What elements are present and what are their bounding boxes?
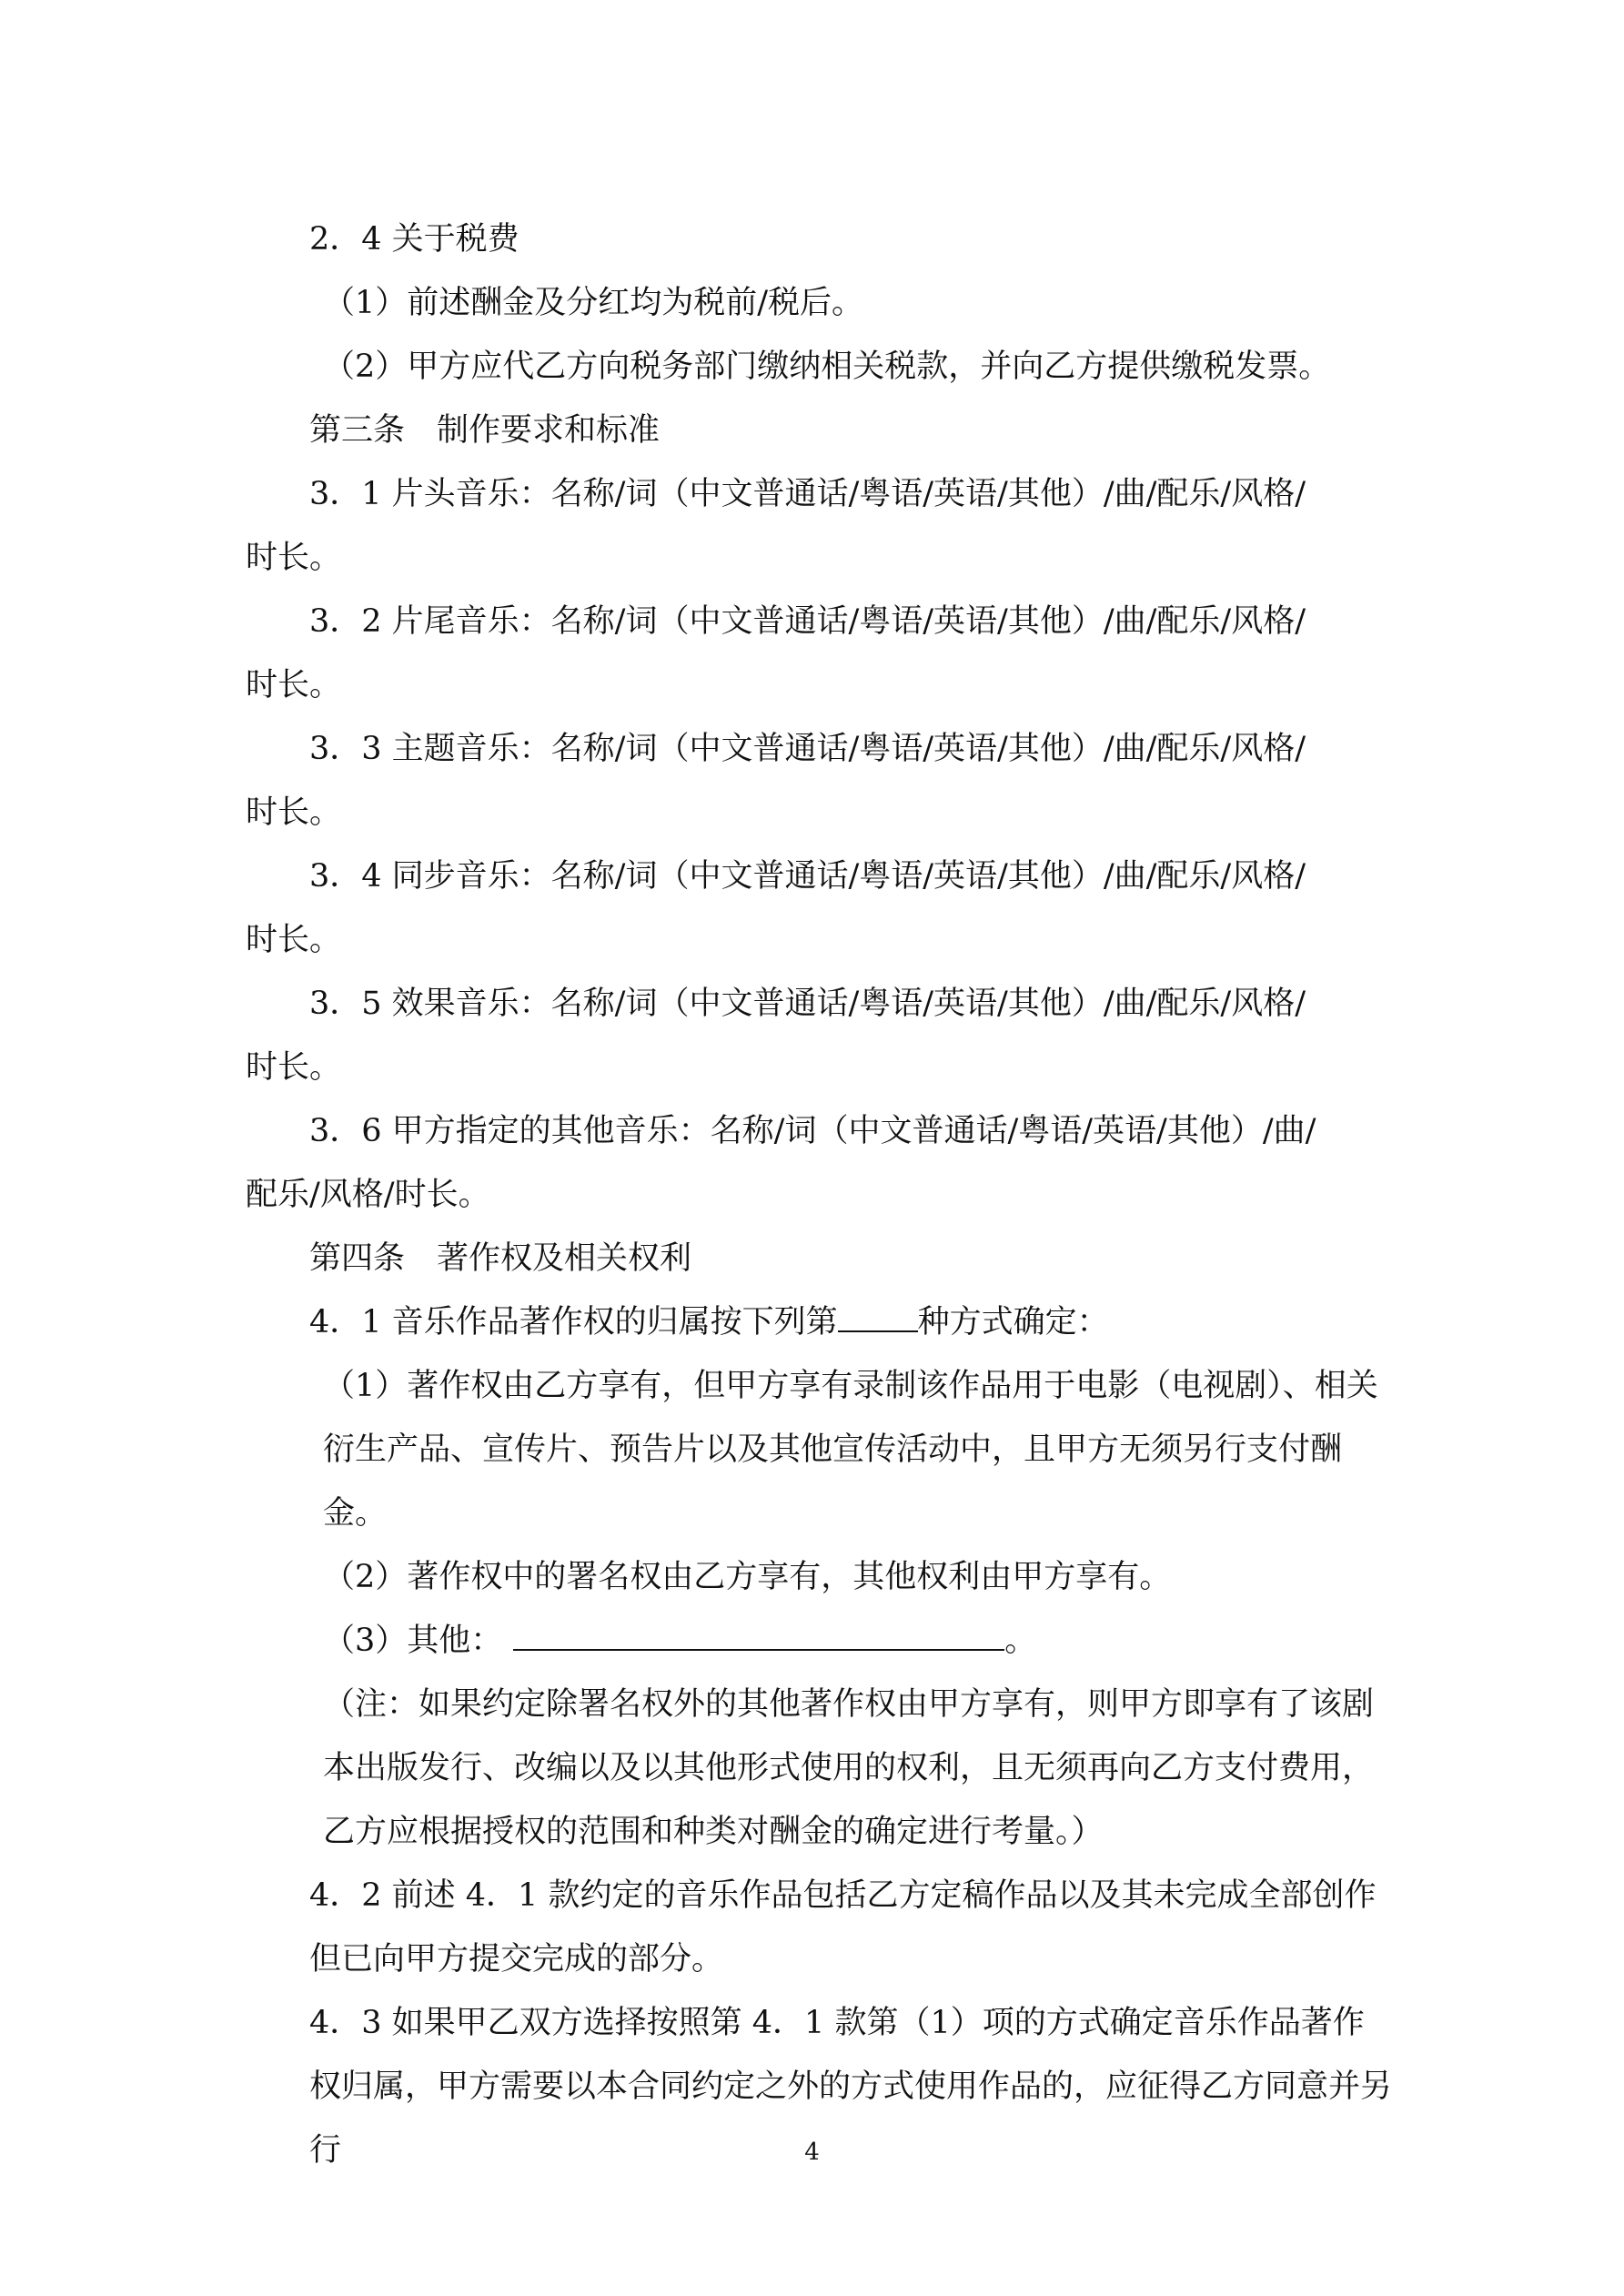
clause-3-4-line-2: 时长。 [246,922,342,958]
article-3-heading: 第三条 制作要求和标准 [309,412,661,449]
clause-4-1 [246,1290,1392,1354]
clause-3-5-line-1: 3．5 效果音乐：名称/词（中文普通话/粤语/英语/其他）/曲/配乐/风格/ [309,986,1306,1022]
clause-4-1-prefix: 4．1 音乐作品著作权的归属按下列第 [309,1304,838,1340]
fill-in-blank-method[interactable] [838,1303,918,1332]
clause-3-6-line-2: 配乐/风格/时长。 [246,1177,490,1213]
clause-3-5-line-2: 时长。 [246,1049,342,1086]
clause-3-3-line-1: 3．3 主题音乐：名称/词（中文普通话/粤语/英语/其他）/曲/配乐/风格/ [309,731,1306,767]
clause-4-1-item-1: （1）著作权由乙方享有，但甲方享有录制该作品用于电影（电视剧）、相关衍生产品、宣传片、预告片以及其他宣传活动中，且甲方无须另行支付酬金。 [323,1368,1378,1532]
clause-4-1-item-3-suffix: 。 [1004,1623,1037,1659]
note-paragraph: （注：如果约定除署名权外的其他著作权由甲方享有，则甲方即享有了该剧本出版发行、改编以及以其他形式使用的权利，且无须再向乙方支付费用，乙方应根据授权的范围和种类对酬金的确定进行考量。） [323,1686,1375,1850]
clause-4-1-item-2: （2）著作权中的署名权由乙方享有，其他权利由甲方享有。 [323,1559,1172,1595]
fill-in-blank-other[interactable] [513,1622,1004,1651]
clause-2-4-item-1: （1）前述酬金及分红均为税前/税后。 [323,285,864,321]
clause-3-2-line-2: 时长。 [246,667,342,703]
clause-3-1-line-2: 时长。 [246,540,342,576]
document-body [246,207,1392,2182]
clause-4-3: 4．3 如果甲乙双方选择按照第 4．1 款第（1）项的方式确定音乐作品著作权归属，甲方需要以本合同约定之外的方式使用作品的，应征得乙方同意并另行 [309,2005,1393,2169]
clause-2-4-heading: 2．4 关于税费 [309,221,519,258]
clause-4-1-suffix: 种方式确定： [917,1304,1109,1340]
page-number: 4 [804,2139,820,2166]
clause-3-6-line-1: 3．6 甲方指定的其他音乐：名称/词（中文普通话/粤语/英语/其他）/曲/ [309,1113,1316,1149]
article-4-heading: 第四条 著作权及相关权利 [309,1240,692,1277]
clause-3-2-line-1: 3．2 片尾音乐：名称/词（中文普通话/粤语/英语/其他）/曲/配乐/风格/ [309,603,1306,640]
clause-2-4-item-2: （2）甲方应代乙方向税务部门缴纳相关税款，并向乙方提供缴税发票。 [323,349,1331,385]
clause-3-1-line-1: 3．1 片头音乐：名称/词（中文普通话/粤语/英语/其他）/曲/配乐/风格/ [309,476,1306,512]
clause-3-4-line-1: 3．4 同步音乐：名称/词（中文普通话/粤语/英语/其他）/曲/配乐/风格/ [309,858,1306,895]
clause-4-1-item-3-prefix: （3）其他： [323,1623,503,1659]
clause-3-3-line-2: 时长。 [246,794,342,831]
clause-4-1-item-3 [246,1609,1392,1673]
clause-4-2: 4．2 前述 4．1 款约定的音乐作品包括乙方定稿作品以及其未完成全部创作但已向甲方提交完成的部分。 [309,1877,1377,1977]
